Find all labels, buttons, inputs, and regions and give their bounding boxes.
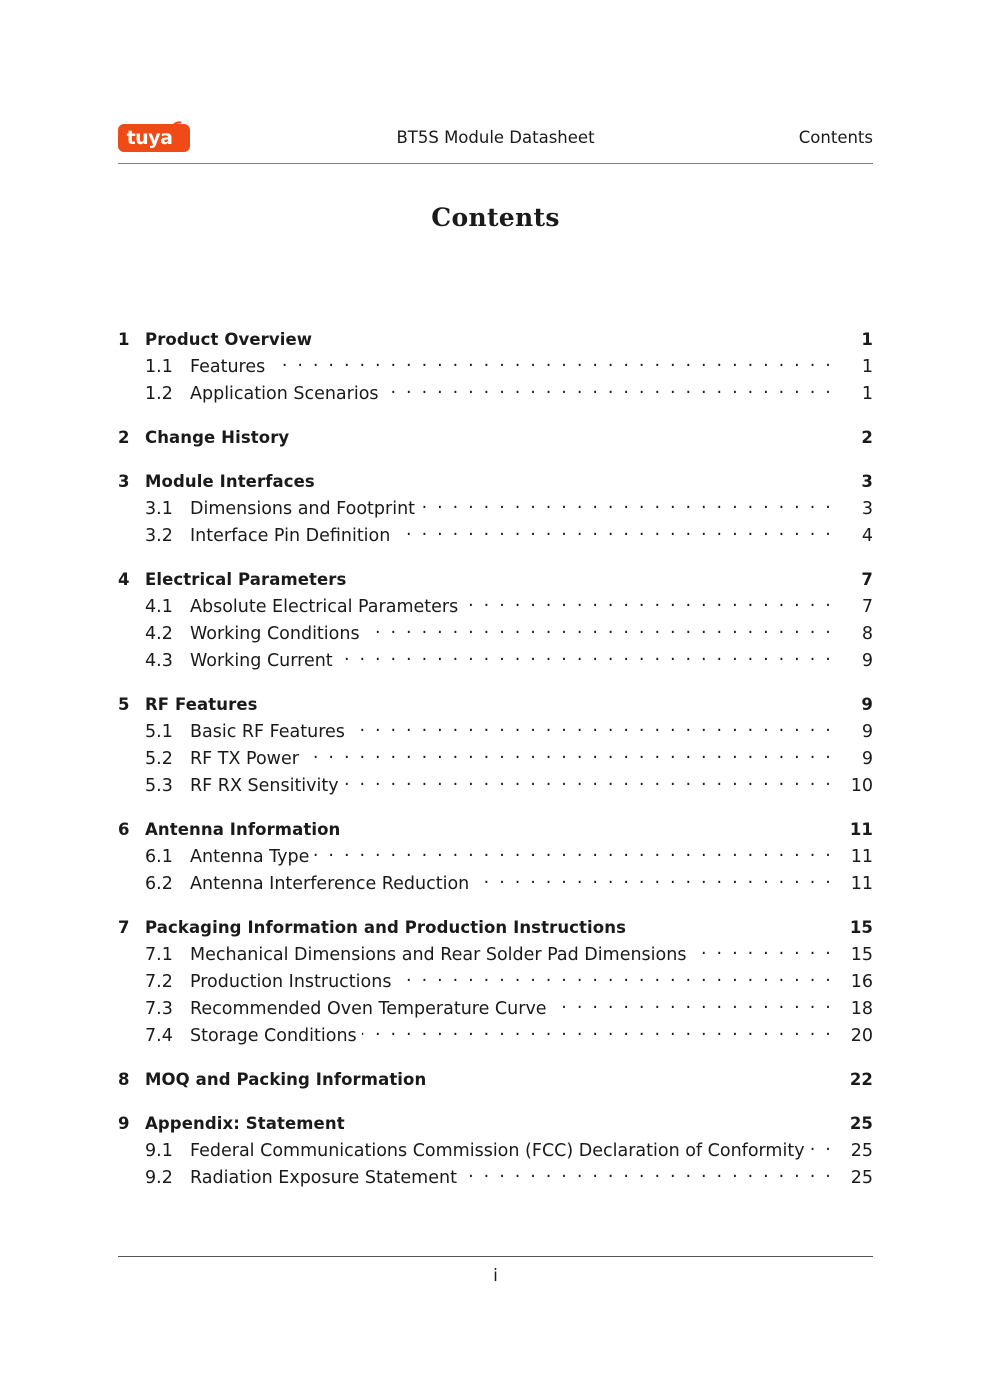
toc-group bbox=[118, 913, 873, 1048]
toc-leader bbox=[350, 717, 833, 737]
toc-chapter-label: Appendix: Statement bbox=[145, 1114, 345, 1133]
toc-chapter-label: Electrical Parameters bbox=[145, 570, 347, 589]
toc-section-row[interactable] bbox=[118, 744, 873, 771]
toc-chapter-page: 2 bbox=[861, 428, 873, 447]
toc-section-row[interactable] bbox=[118, 842, 873, 869]
toc-leader bbox=[321, 467, 833, 487]
toc-chapter-page: 9 bbox=[861, 695, 873, 714]
toc-section-number: 1.1 bbox=[145, 357, 173, 377]
toc-chapter-number: 8 bbox=[118, 1070, 130, 1089]
toc-section-number: 7.2 bbox=[145, 972, 173, 992]
toc-leader bbox=[270, 352, 833, 372]
toc-group bbox=[118, 467, 873, 548]
toc-leader bbox=[346, 815, 833, 835]
toc-section-page: 4 bbox=[861, 526, 873, 546]
toc-leader bbox=[362, 1021, 833, 1041]
toc-leader bbox=[344, 771, 833, 791]
toc-group bbox=[118, 690, 873, 798]
page-header bbox=[118, 112, 873, 164]
header-document-title: BT5S Module Datasheet bbox=[396, 128, 595, 147]
toc-section-label: Features bbox=[190, 357, 266, 377]
header-divider bbox=[118, 163, 873, 164]
toc-section-page: 9 bbox=[861, 651, 873, 671]
toc-leader bbox=[395, 521, 833, 541]
toc-section-number: 3.2 bbox=[145, 526, 173, 546]
toc-leader bbox=[365, 619, 833, 639]
toc-chapter-row[interactable] bbox=[118, 913, 873, 940]
toc-section-page: 16 bbox=[850, 972, 873, 992]
toc-section-page: 9 bbox=[861, 749, 873, 769]
toc-leader bbox=[352, 565, 833, 585]
toc-chapter-row[interactable] bbox=[118, 1109, 873, 1136]
toc-leader bbox=[810, 1136, 833, 1156]
toc-chapter-row[interactable] bbox=[118, 1065, 873, 1092]
toc-section-row[interactable] bbox=[118, 619, 873, 646]
toc-section-label: Application Scenarios bbox=[190, 384, 379, 404]
toc-section-label: RF TX Power bbox=[190, 749, 299, 769]
toc-section-number: 6.1 bbox=[145, 847, 173, 867]
toc-section-number: 9.1 bbox=[145, 1141, 173, 1161]
toc-chapter-number: 5 bbox=[118, 695, 130, 714]
toc-leader bbox=[691, 940, 833, 960]
toc-section-number: 5.1 bbox=[145, 722, 173, 742]
toc-chapter-page: 7 bbox=[861, 570, 873, 589]
toc-group bbox=[118, 565, 873, 673]
toc-leader bbox=[318, 325, 833, 345]
toc-chapter-label: Product Overview bbox=[145, 330, 313, 349]
toc-section-row[interactable] bbox=[118, 940, 873, 967]
toc-leader bbox=[632, 913, 833, 933]
toc-chapter-row[interactable] bbox=[118, 565, 873, 592]
toc-chapter-number: 4 bbox=[118, 570, 130, 589]
toc-leader bbox=[462, 1163, 833, 1183]
toc-section-label: RF RX Sensitivity bbox=[190, 776, 339, 796]
toc-section-row[interactable] bbox=[118, 1163, 873, 1190]
toc-section-page: 3 bbox=[861, 499, 873, 519]
toc-leader bbox=[432, 1065, 833, 1085]
toc-leader bbox=[295, 423, 833, 443]
toc-chapter-row[interactable] bbox=[118, 325, 873, 352]
toc-group bbox=[118, 325, 873, 406]
footer-divider bbox=[118, 1256, 873, 1257]
toc-section-row[interactable] bbox=[118, 521, 873, 548]
toc-leader bbox=[384, 379, 833, 399]
toc-section-number: 6.2 bbox=[145, 874, 173, 894]
toc-section-label: Recommended Oven Temperature Curve bbox=[190, 999, 547, 1019]
toc-section-number: 5.2 bbox=[145, 749, 173, 769]
toc-section-label: Mechanical Dimensions and Rear Solder Pad Dimensions bbox=[190, 945, 687, 965]
toc-leader bbox=[463, 592, 833, 612]
toc-section-number: 9.2 bbox=[145, 1168, 173, 1188]
toc-section-page: 1 bbox=[861, 357, 873, 377]
toc-section-label: Basic RF Features bbox=[190, 722, 345, 742]
toc-chapter-label: RF Features bbox=[145, 695, 258, 714]
toc-section-number: 1.2 bbox=[145, 384, 173, 404]
toc-chapter-number: 6 bbox=[118, 820, 130, 839]
header-section-label: Contents bbox=[798, 128, 873, 147]
toc-section-label: Working Conditions bbox=[190, 624, 360, 644]
toc-group bbox=[118, 1065, 873, 1092]
toc-chapter-page: 3 bbox=[861, 472, 873, 491]
toc-leader bbox=[552, 994, 833, 1014]
toc-leader bbox=[264, 690, 833, 710]
toc-chapter-label: Antenna Information bbox=[145, 820, 341, 839]
toc-chapter-page: 15 bbox=[849, 918, 873, 937]
toc-section-row[interactable] bbox=[118, 352, 873, 379]
toc-group bbox=[118, 815, 873, 896]
page-title: Contents bbox=[431, 203, 560, 232]
toc-section-number: 4.1 bbox=[145, 597, 173, 617]
footer-page-number: i bbox=[493, 1266, 498, 1286]
toc-section-row[interactable] bbox=[118, 994, 873, 1021]
toc-section-row[interactable] bbox=[118, 717, 873, 744]
toc-section-row[interactable] bbox=[118, 494, 873, 521]
toc-section-page: 11 bbox=[850, 847, 873, 867]
toc-section-number: 4.2 bbox=[145, 624, 173, 644]
toc-leader bbox=[338, 646, 833, 666]
toc-section-label: Antenna Type bbox=[190, 847, 310, 867]
toc-chapter-page: 11 bbox=[849, 820, 873, 839]
toc-section-number: 7.3 bbox=[145, 999, 173, 1019]
toc-section-number: 4.3 bbox=[145, 651, 173, 671]
toc-group bbox=[118, 423, 873, 450]
toc-chapter-number: 3 bbox=[118, 472, 130, 491]
toc-leader bbox=[314, 842, 833, 862]
toc-section-row[interactable] bbox=[118, 646, 873, 673]
toc-leader bbox=[396, 967, 833, 987]
toc-group bbox=[118, 1109, 873, 1190]
toc-section-page: 9 bbox=[861, 722, 873, 742]
toc-chapter-row[interactable] bbox=[118, 690, 873, 717]
toc-section-page: 1 bbox=[861, 384, 873, 404]
toc-section-page: 18 bbox=[850, 999, 873, 1019]
toc-chapter-number: 2 bbox=[118, 428, 130, 447]
toc-section-page: 7 bbox=[861, 597, 873, 617]
toc-section-page: 11 bbox=[850, 874, 873, 894]
toc-chapter-label: MOQ and Packing Information bbox=[145, 1070, 427, 1089]
toc-section-row[interactable] bbox=[118, 771, 873, 798]
toc-section-row[interactable] bbox=[118, 967, 873, 994]
toc-section-number: 5.3 bbox=[145, 776, 173, 796]
toc-leader bbox=[474, 869, 833, 889]
toc-chapter-label: Module Interfaces bbox=[145, 472, 315, 491]
toc-section-row[interactable] bbox=[118, 592, 873, 619]
toc-section-page: 10 bbox=[850, 776, 873, 796]
toc-section-number: 7.1 bbox=[145, 945, 173, 965]
toc-section-page: 25 bbox=[850, 1168, 873, 1188]
toc-leader bbox=[304, 744, 833, 764]
toc-section-page: 20 bbox=[850, 1026, 873, 1046]
toc-section-row[interactable] bbox=[118, 379, 873, 406]
toc-section-label: Absolute Electrical Parameters bbox=[190, 597, 459, 617]
toc-section-label: Antenna Interference Reduction bbox=[190, 874, 470, 894]
toc-chapter-label: Packaging Information and Production Instructions bbox=[145, 918, 626, 937]
toc-section-number: 7.4 bbox=[145, 1026, 173, 1046]
toc-leader bbox=[351, 1109, 833, 1129]
toc-chapter-number: 9 bbox=[118, 1114, 130, 1133]
toc-chapter-page: 22 bbox=[849, 1070, 873, 1089]
table-of-contents bbox=[118, 325, 873, 1190]
toc-section-label: Radiation Exposure Statement bbox=[190, 1168, 457, 1188]
toc-chapter-row[interactable] bbox=[118, 815, 873, 842]
toc-leader bbox=[420, 494, 833, 514]
toc-section-row[interactable] bbox=[118, 1136, 873, 1163]
toc-section-row[interactable] bbox=[118, 1021, 873, 1048]
toc-section-label: Interface Pin Definition bbox=[190, 526, 391, 546]
logo-wordmark: tuya bbox=[126, 127, 173, 149]
toc-section-page: 15 bbox=[850, 945, 873, 965]
toc-section-page: 25 bbox=[850, 1141, 873, 1161]
toc-chapter-number: 7 bbox=[118, 918, 130, 937]
toc-section-label: Production Instructions bbox=[190, 972, 392, 992]
toc-section-label: Federal Communications Commission (FCC) Declaration of Conformity bbox=[190, 1141, 805, 1161]
toc-chapter-label: Change History bbox=[145, 428, 290, 447]
toc-section-label: Dimensions and Footprint bbox=[190, 499, 416, 519]
toc-section-page: 8 bbox=[861, 624, 873, 644]
toc-chapter-row[interactable] bbox=[118, 467, 873, 494]
toc-chapter-page: 25 bbox=[849, 1114, 873, 1133]
toc-section-number: 3.1 bbox=[145, 499, 173, 519]
toc-chapter-number: 1 bbox=[118, 330, 130, 349]
toc-chapter-page: 1 bbox=[861, 330, 873, 349]
toc-section-label: Working Current bbox=[190, 651, 333, 671]
toc-chapter-row[interactable] bbox=[118, 423, 873, 450]
toc-section-label: Storage Conditions bbox=[190, 1026, 357, 1046]
toc-section-row[interactable] bbox=[118, 869, 873, 896]
